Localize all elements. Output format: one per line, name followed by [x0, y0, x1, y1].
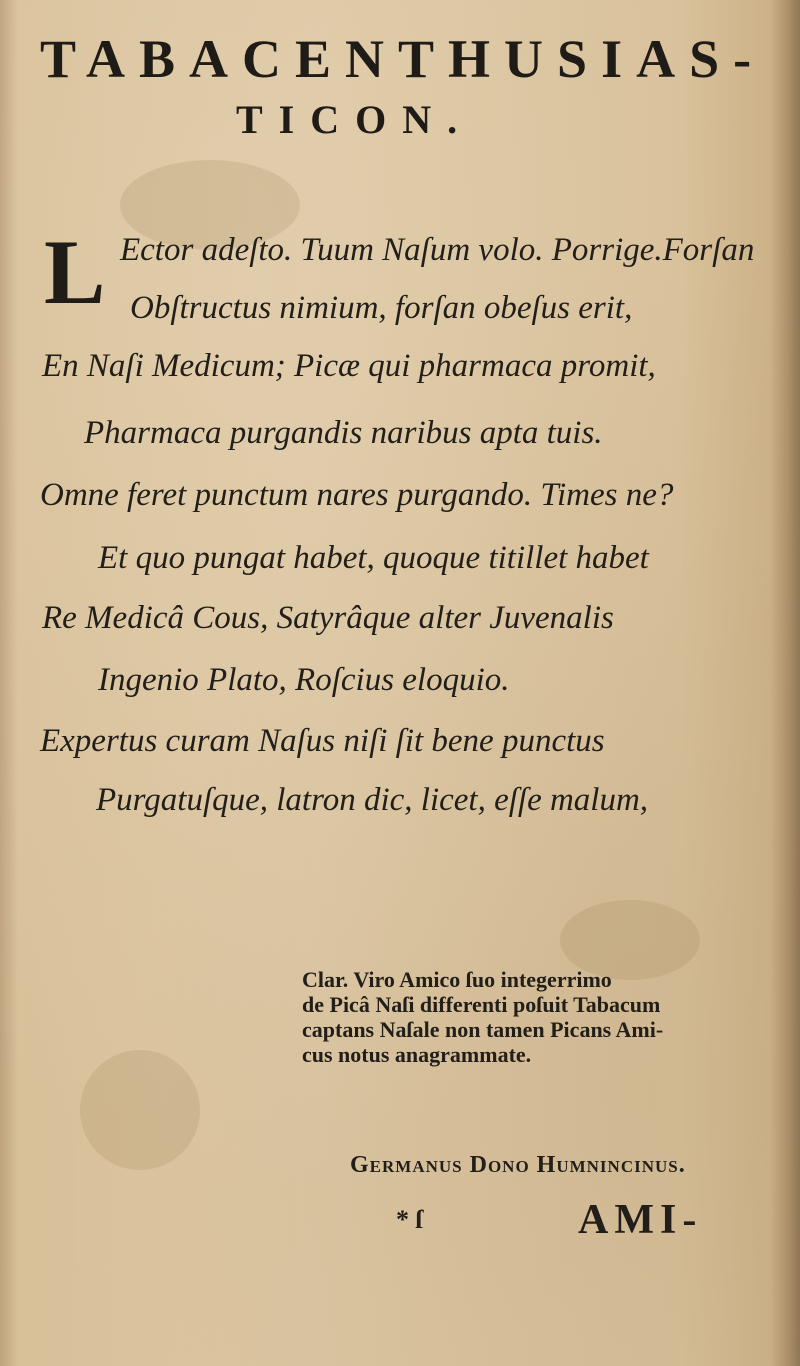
page-left-edge [0, 0, 18, 1366]
poem-line: Omne feret punctum nares purgando. Times ne? [40, 477, 674, 513]
page-right-edge [770, 0, 800, 1366]
drop-cap: L [44, 221, 106, 323]
poem-line: Ector adeſto. Tuum Naſum volo. Porrige.Forſan [120, 232, 755, 268]
signature-mark: * ſ [396, 1205, 423, 1234]
poem-line: Pharmaca purgandis naribus apta tuis. [84, 415, 603, 451]
dedication-note [302, 967, 772, 1067]
poem-line: Ingenio Plato, Roſcius eloquio. [98, 662, 510, 698]
poem-line: Re Medicâ Cous, Satyrâque alter Juvenalis [42, 600, 614, 636]
title-line-1: TABACENTHUSIAS- [40, 29, 766, 89]
note-line: cus notus anagrammate. [302, 1042, 532, 1067]
note-line: de Picâ Naſi differenti poſuit Tabacum [302, 992, 661, 1017]
poem-line: En Naſi Medicum; Picæ qui pharmaca promit, [42, 348, 656, 384]
paper-stain [80, 1050, 200, 1170]
note-line: captans Naſale non tamen Picans Ami- [302, 1017, 664, 1042]
poem-line: Purgatuſque, latron dic, licet, eſſe malum, [96, 782, 649, 818]
note-line: Clar. Viro Amico ſuo integerrimo [302, 967, 612, 992]
poem-line: Et quo pungat habet, quoque titillet habet [98, 540, 649, 576]
title-line-2: TICON. [236, 97, 474, 142]
poem-line: Obſtructus nimium, forſan obeſus erit, [130, 290, 633, 326]
poem-line: Expertus curam Naſus niſi ſit bene punctus [40, 723, 605, 759]
catchword: AMI- [578, 1197, 703, 1243]
author-signature: Germanus Dono Humnincinus. [350, 1152, 686, 1178]
